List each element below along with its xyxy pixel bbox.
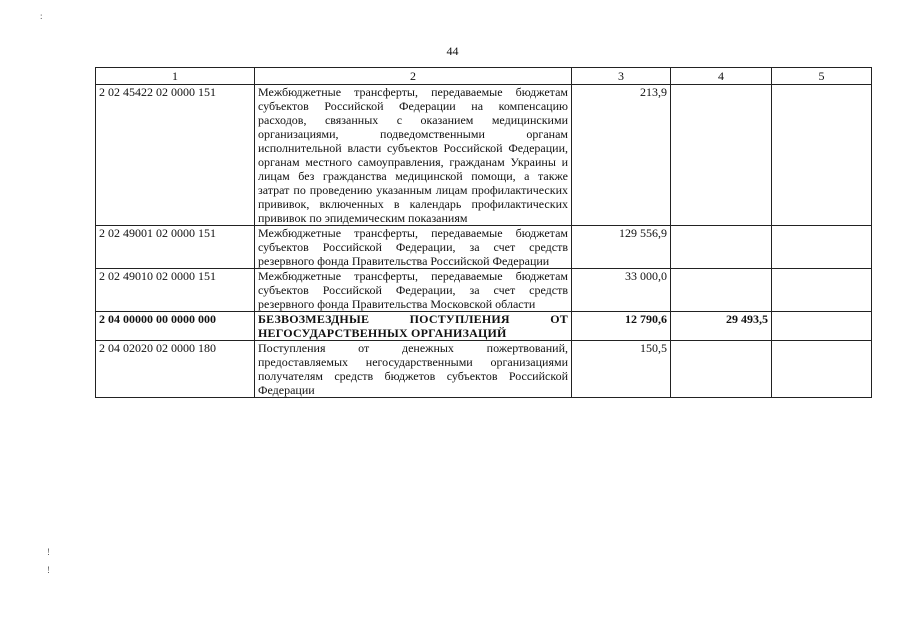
- budget-code: 2 02 49010 02 0000 151: [96, 269, 255, 312]
- row-description: Межбюджетные трансферты, передаваемые бюджетам субъектов Российской Федерации, за счет средств резервного фонда Правительства Московской области: [255, 269, 572, 312]
- column-header-5: 5: [772, 68, 872, 85]
- table-row: [96, 341, 872, 398]
- amount-col4: [671, 269, 772, 312]
- column-header-2: 2: [255, 68, 572, 85]
- scan-mark: :: [40, 11, 43, 21]
- amount-col5: [772, 226, 872, 269]
- column-header-1: 1: [96, 68, 255, 85]
- budget-code: 2 04 02020 02 0000 180: [96, 341, 255, 398]
- row-description: БЕЗВОЗМЕЗДНЫЕ ПОСТУПЛЕНИЯ ОТ НЕГОСУДАРСТВЕННЫХ ОРГАНИЗАЦИЙ: [255, 312, 572, 341]
- budget-code: 2 02 45422 02 0000 151: [96, 85, 255, 226]
- amount-col3: 33 000,0: [572, 269, 671, 312]
- amount-col5: [772, 269, 872, 312]
- table-row-section-total: [96, 312, 872, 341]
- amount-col4: [671, 341, 772, 398]
- row-description: Межбюджетные трансферты, передаваемые бюджетам субъектов Российской Федерации на компенсацию расходов, связанных с оказанием медицинскими организациями, подведомственными органам исполнительной власти субъектов Российской Федерации, органам местного самоуправления, гражданам Украины и лицам без гражданства медицинской помощи, а также затрат по проведению указанным лицам профилактических прививок, включенных в календарь профилактических прививок по эпидемическим показаниям: [255, 85, 572, 226]
- scan-mark: !: [47, 547, 50, 557]
- amount-col3: 150,5: [572, 341, 671, 398]
- column-header-3: 3: [572, 68, 671, 85]
- row-description: Поступления от денежных пожертвований, предоставляемых негосударственными организациями получателям средств бюджетов субъектов Российской Федерации: [255, 341, 572, 398]
- table-row: [96, 85, 872, 226]
- amount-col3: 12 790,6: [572, 312, 671, 341]
- budget-code: 2 04 00000 00 0000 000: [96, 312, 255, 341]
- header-row: [96, 68, 872, 85]
- scan-mark: !: [47, 565, 50, 575]
- amount-col4: [671, 226, 772, 269]
- amount-col3: 129 556,9: [572, 226, 671, 269]
- amount-col4: 29 493,5: [671, 312, 772, 341]
- amount-col4: [671, 85, 772, 226]
- row-description: Межбюджетные трансферты, передаваемые бюджетам субъектов Российской Федерации, за счет средств резервного фонда Правительства Российской Федерации: [255, 226, 572, 269]
- table-row: [96, 226, 872, 269]
- column-header-4: 4: [671, 68, 772, 85]
- amount-col5: [772, 85, 872, 226]
- amount-col5: [772, 341, 872, 398]
- budget-code: 2 02 49001 02 0000 151: [96, 226, 255, 269]
- table-row: [96, 269, 872, 312]
- amount-col5: [772, 312, 872, 341]
- page-number: 44: [446, 44, 459, 58]
- amount-col3: 213,9: [572, 85, 671, 226]
- budget-table: [95, 67, 872, 398]
